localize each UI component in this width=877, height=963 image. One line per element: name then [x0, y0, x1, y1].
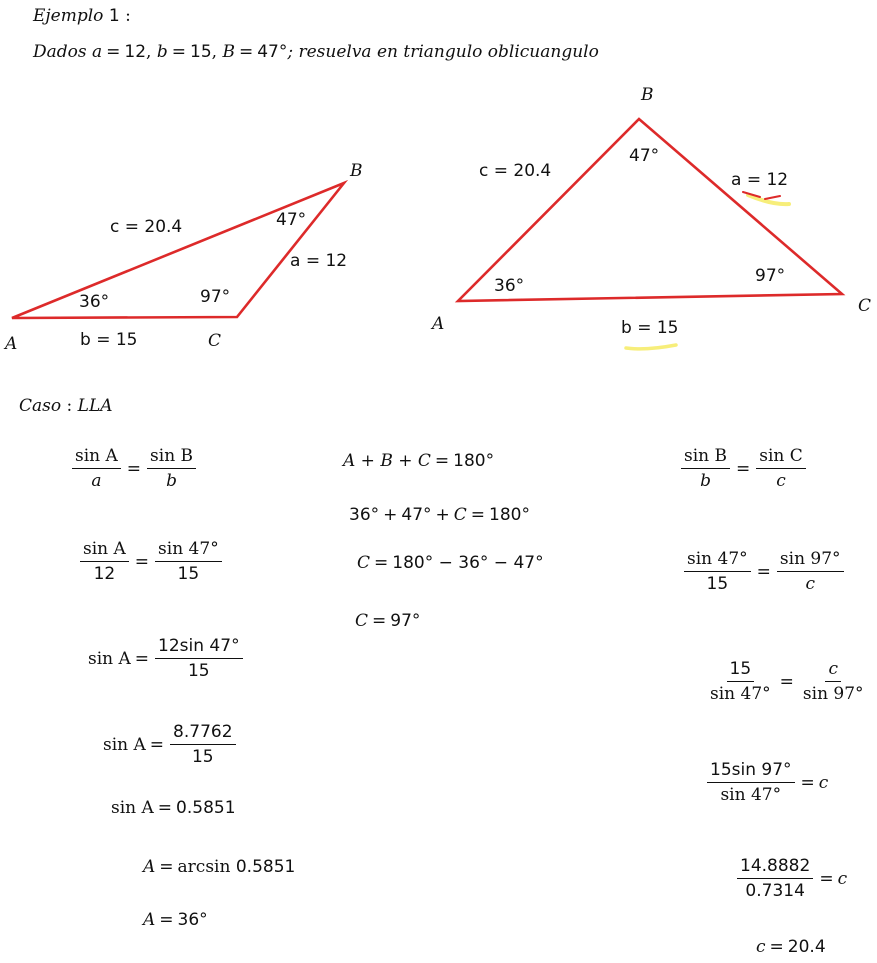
angle-sum-substituted: 36° + 47° + C = 180°: [349, 505, 530, 525]
example-number: 1: [108, 6, 120, 26]
sinA-value: sin A = 0.5851: [111, 798, 236, 818]
given-b-var: b: [156, 42, 168, 62]
t1-side-c: c = 20.4: [110, 217, 183, 237]
given-a-var: a: [92, 42, 103, 62]
case-label: Caso: [19, 396, 62, 416]
given-B-value: 47°: [257, 42, 288, 62]
t2-vertex-B: B: [641, 85, 654, 105]
c-isolated: $\frac{15\sin 97^\circ}{\sin 47^\circ}$ = c: [705, 760, 828, 805]
angle-sum-general: A + B + C = 180°: [343, 451, 495, 471]
t2-vertex-C: C: [858, 296, 872, 316]
example-colon: :: [125, 6, 131, 26]
t2-angle-C: 97°: [755, 266, 786, 286]
highlight-side-b: [626, 345, 676, 349]
given-b-value: 15: [190, 42, 212, 62]
given-B-var: B: [222, 42, 235, 62]
example-label: Ejemplo: [33, 6, 104, 26]
t1-angle-A: 36°: [79, 292, 110, 312]
t1-vertex-C: C: [208, 331, 222, 351]
example-title: [33, 6, 131, 26]
t2-vertex-A: A: [432, 314, 445, 334]
problem-statement: Dados a = 12, b = 15, B = 47°; resuelva en triangulo oblicuangulo: [33, 42, 599, 62]
case-line: [19, 396, 113, 416]
law-of-sines-general: $\frac{\text{sin A}}{a}$ = $\frac{\text{sin B}}{b}$: [70, 446, 198, 491]
problem-instruction: ; resuelva en triangulo oblicuangulo: [287, 42, 599, 62]
t1-angle-B: 47°: [276, 210, 307, 230]
t1-angle-C: 97°: [200, 287, 231, 307]
case-colon: :: [66, 396, 73, 416]
t1-side-a: a = 12: [290, 251, 348, 271]
given-a-value: 12: [124, 42, 147, 62]
t1-vertex-B: B: [350, 161, 363, 181]
t2-side-c: c = 20.4: [479, 161, 552, 181]
sinA-numerator-evaluated: sin A = $\frac{8.7762}{15}$: [103, 722, 238, 767]
angle-C-expression: C = 180° − 36° − 47°: [357, 553, 544, 573]
t2-side-a: a = 12: [731, 170, 789, 190]
law-of-sines-c-substituted: $\frac{\sin 47^\circ}{15}$ = $\frac{\sin 97^\circ}{c}$: [682, 549, 846, 594]
sinA-isolated: sin A = $\frac{12\sin 47^\circ}{15}$: [88, 636, 245, 681]
c-evaluated: $\frac{14.8882}{0.7314}$ = c: [735, 856, 847, 901]
t2-side-b: b = 15: [621, 318, 679, 338]
A-result: A = 36°: [143, 910, 208, 930]
t1-side-b: b = 15: [80, 330, 138, 350]
case-value: LLA: [77, 396, 113, 416]
c-result: c = 20.4: [756, 937, 826, 957]
t2-angle-B: 47°: [629, 146, 660, 166]
given-prefix: Dados: [33, 42, 87, 62]
highlight-side-a: [748, 195, 789, 204]
angle-C-result: C = 97°: [355, 611, 421, 631]
law-of-sines-c-inverted: $\frac{15}{\sin 47^\circ}$ = $\frac{c}{\sin 97^\circ}$: [710, 659, 864, 704]
law-of-sines-c-general: $\frac{\text{sin B}}{b}$ = $\frac{\text{sin C}}{c}$: [679, 446, 808, 491]
A-arcsin: A = arcsin 0.5851: [143, 857, 296, 877]
law-of-sines-substituted: $\frac{\text{sin A}}{12}$ = $\frac{\sin 47^\circ}{15}$: [78, 539, 224, 584]
t2-angle-A: 36°: [494, 276, 525, 296]
t1-vertex-A: A: [5, 334, 18, 354]
